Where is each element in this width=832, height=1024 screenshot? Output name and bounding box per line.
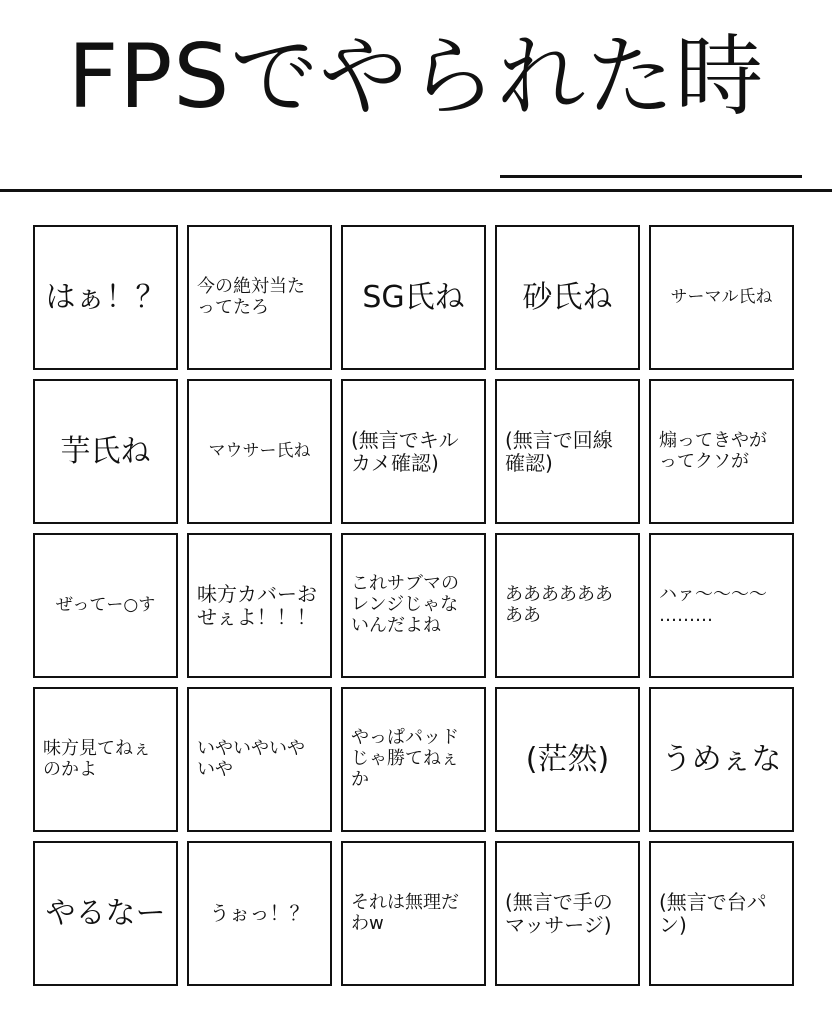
bingo-cell <box>649 379 794 524</box>
bingo-cell-text: (無言で手の マッサージ) <box>505 889 613 937</box>
bingo-cell <box>187 841 332 986</box>
bingo-cell <box>33 379 178 524</box>
bingo-cell <box>495 379 640 524</box>
bingo-cell <box>649 841 794 986</box>
bingo-cell-text: やるなー <box>45 896 166 931</box>
bingo-cell-text: (茫然) <box>525 742 610 777</box>
bingo-cell <box>495 841 640 986</box>
bingo-cell-text: いやいやいや いや <box>197 737 305 780</box>
bingo-cell <box>341 687 486 832</box>
bingo-cell-text: ハァ〜〜〜〜 ……… <box>659 583 767 626</box>
bingo-cell <box>649 225 794 370</box>
page-title: FPSでやられた時 <box>67 25 765 128</box>
bingo-cell-text: うめぇな <box>661 742 782 777</box>
bingo-cell-text: 今の絶対当た ってたろ <box>197 275 305 318</box>
bingo-cell-text: はぁ！？ <box>45 280 166 315</box>
bingo-cell-text: 砂氏ね <box>522 280 613 315</box>
bingo-cell-text: マウサー氏ね <box>208 440 311 461</box>
bingo-cell <box>341 533 486 678</box>
bingo-cell <box>33 841 178 986</box>
bingo-cell <box>495 687 640 832</box>
bingo-cell-text: それは無理だ わw <box>351 891 459 934</box>
bingo-cell-text: 芋氏ね <box>60 434 151 469</box>
bingo-cell-text: SG氏ね <box>362 280 465 315</box>
bingo-cell-text: ぜってー○す <box>55 594 156 615</box>
bingo-cell <box>187 533 332 678</box>
bingo-cell <box>33 225 178 370</box>
bingo-cell <box>341 225 486 370</box>
bingo-cell <box>187 225 332 370</box>
bingo-cell <box>187 687 332 832</box>
bingo-cell-text: ああああああ ああ <box>505 583 613 626</box>
bingo-cell-text: (無言で台パ ン) <box>659 889 767 937</box>
bingo-cell <box>187 379 332 524</box>
bingo-cell <box>341 379 486 524</box>
bingo-cell <box>495 225 640 370</box>
bingo-cell-text: 煽ってきやが ってクソが <box>659 429 767 472</box>
bingo-cell <box>649 687 794 832</box>
bingo-cell <box>341 841 486 986</box>
bingo-cell <box>33 687 178 832</box>
bingo-cell <box>495 533 640 678</box>
bingo-cell-text: これサブマの レンジじゃな いんだよね <box>351 573 459 636</box>
bingo-cell <box>649 533 794 678</box>
bingo-cell-text: うぉっ！？ <box>209 901 310 925</box>
bingo-cell-text: (無言で回線 確認) <box>505 427 613 475</box>
bingo-cell-text: 味方見てねぇ のかよ <box>43 737 151 780</box>
bingo-cell-text: やっぱパッド じゃ勝てねぇ か <box>351 727 459 790</box>
bingo-cell-text: サーマル氏ね <box>670 286 773 307</box>
bingo-cell-text: (無言でキル カメ確認) <box>351 427 459 475</box>
bingo-cell-text: 味方カバーお せぇよ！！！ <box>197 581 317 629</box>
bingo-cell <box>33 533 178 678</box>
